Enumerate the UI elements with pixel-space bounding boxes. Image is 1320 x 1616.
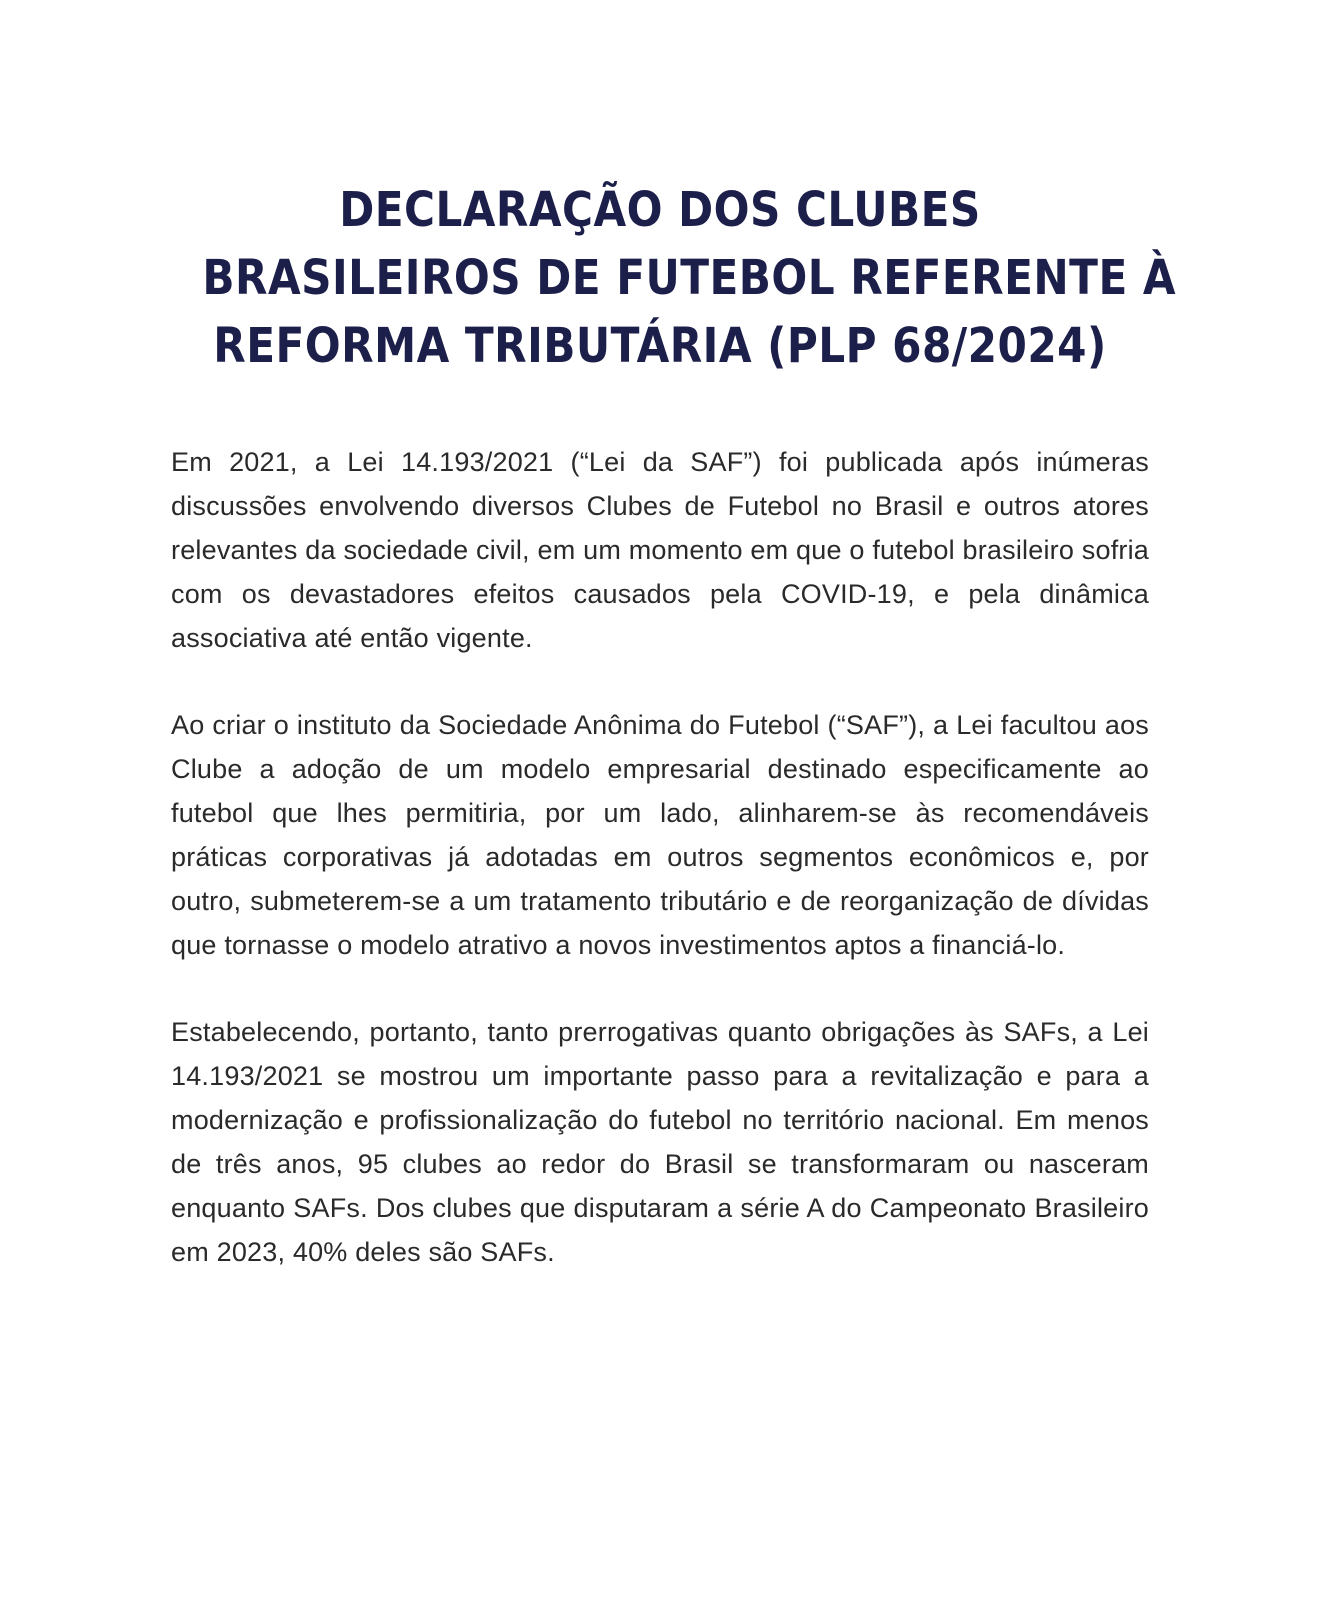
paragraph: Ao criar o instituto da Sociedade Anônima do Futebol (“SAF”), a Lei facultou aos Clube a adoção de um modelo empresarial destinado especificamente ao futebol que lhes permitiria, por um lado, alinharem-se às recomendáveis práticas corporativas já adotadas em outros segmentos econômicos e, por outro, submeterem-se a um tratamento tributário e de reorganização de dívidas que tornasse o modelo atrativo a novos investimentos aptos a financiá-lo. [171,710,1149,960]
title-line: DECLARAÇÃO DOS CLUBES [339,182,981,238]
paragraph: Estabelecendo, portanto, tanto prerrogativas quanto obrigações às SAFs, a Lei 14.193/2021 se mostrou um importante passo para a revitalização e para a modernização e profissionalização do futebol no território nacional. Em menos de três anos, 95 clubes ao redor do Brasil se transformaram ou nasceram enquanto SAFs. Dos clubes que disputaram a série A do Campeonato Brasileiro em 2023, 40% deles são SAFs. [171,1017,1149,1267]
title-line: BRASILEIROS DE FUTEBOL REFERENTE À [202,250,1177,306]
paragraph: Em 2021, a Lei 14.193/2021 (“Lei da SAF”) foi publicada após inúmeras discussões envolvendo diversos Clubes de Futebol no Brasil e outros atores relevantes da sociedade civil, em um momento em que o futebol brasileiro sofria com os devastadores efeitos causados pela COVID-19, e pela dinâmica associativa até então vigente. [171,447,1149,653]
document-body [171,440,1149,1317]
document-title [202,176,1177,380]
title-line: REFORMA TRIBUTÁRIA (PLP 68/2024) [213,318,1107,374]
